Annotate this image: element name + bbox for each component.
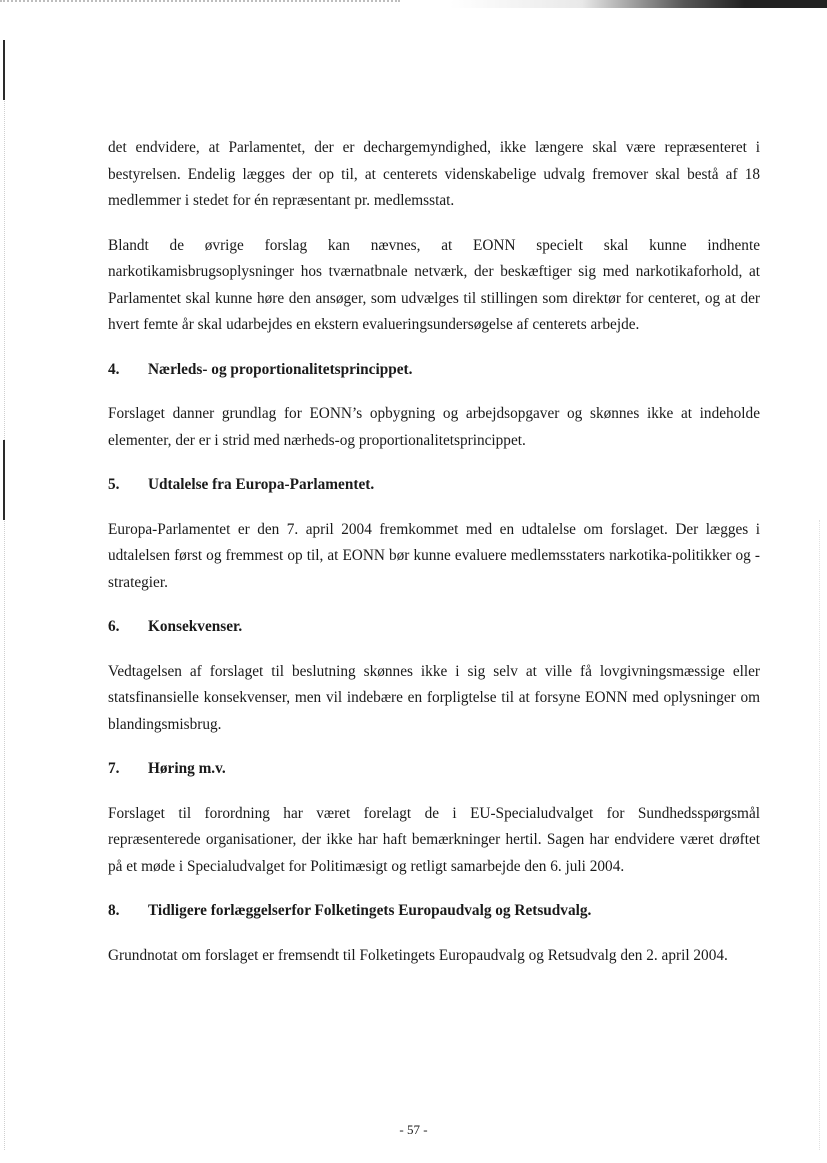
section-title: Tidligere forlæggelserfor Folketingets Europaudvalg og Retsudvalg. <box>148 902 592 919</box>
scan-edge-top <box>0 0 400 5</box>
document-body <box>108 135 760 987</box>
page-number: - 57 - <box>399 1122 428 1137</box>
section-title: Udtalelse fra Europa-Parlamentet. <box>148 476 375 493</box>
paragraph: Grundnotat om forslaget er fremsendt til Folketingets Europaudvalg og Retsudvalg den 2. april 2004. <box>108 946 728 964</box>
section-number: 8. <box>108 902 120 919</box>
section-number: 5. <box>108 476 120 493</box>
paragraph: Forslaget danner grundlag for EONN’s opbygning og arbejdsopgaver og skønnes ikke at indeholde elementer, der er i strid med nærheds-og proportionalitetsprincippet. <box>108 405 760 449</box>
section-heading <box>108 756 760 783</box>
paragraph: det endvidere, at Parlamentet, der er dechargemyndighed, ikke længere skal være repræsenteret i bestyrelsen. Endelig lægges der op til, at centerets videnskabelige udvalg fremover skal bestå af 18 medlemmer i stedet for én repræsentant pr. medlemsstat. <box>108 139 760 209</box>
section-title: Nærleds- og proportionalitetsprincippet. <box>148 360 413 378</box>
section-heading <box>108 614 760 641</box>
section-title: Konsekvenser. <box>148 618 243 635</box>
paragraph: Forslaget til forordning har været forelagt de i EU-Specialudvalget for Sundhedsspørgsmål repræsenterede organisationer, der ikke har haft bemærkninger hertil. Sagen har endvidere været drøftet på et møde i Specialudvalget for Politimæsigt og retligt samarbejde den 6. juli 2004. <box>108 804 760 875</box>
scan-mark-left <box>3 440 5 520</box>
paragraph: Europa-Parlamentet er den 7. april 2004 fremkommet med en udtalelse om forslaget. Der lægges i udtalelsen først og fremmest op til, at EONN bør kunne evaluere medlemsstaters narkotika-politikker og -strategier. <box>108 520 760 591</box>
scan-mark-left <box>3 40 5 100</box>
scan-edge-top-right <box>450 0 827 8</box>
scan-edge-left <box>4 40 7 1150</box>
section-heading <box>108 898 760 925</box>
section-number: 6. <box>108 618 120 635</box>
paragraph: Vedtagelsen af forslaget til beslutning skønnes ikke i sig selv at ville få lovgivningsmæssige eller statsfinansielle konsekvenser, men vil indebære en forpligtelse til at forsyne EONN med oplysninger om blandingsmisbrug. <box>108 662 760 733</box>
section-title: Høring m.v. <box>148 760 226 777</box>
section-heading <box>108 357 760 384</box>
scan-edge-right <box>819 520 821 1150</box>
section-number: 7. <box>108 760 120 777</box>
paragraph: Blandt de øvrige forslag kan nævnes, at EONN specielt skal kunne indhente narkotikamisbrugsoplysninger hos tværnatbnale netværk, der beskæftiger sig med narkotikaforhold, at Parlamentet skal kunne høre den ansøger, som udvælges til stillingen som direktør for centeret, og at der hvert femte år skal udarbejdes en ekstern evalueringsundersøgelse af centerets arbejde. <box>108 236 760 333</box>
section-heading <box>108 472 760 499</box>
section-number: 4. <box>108 360 120 378</box>
